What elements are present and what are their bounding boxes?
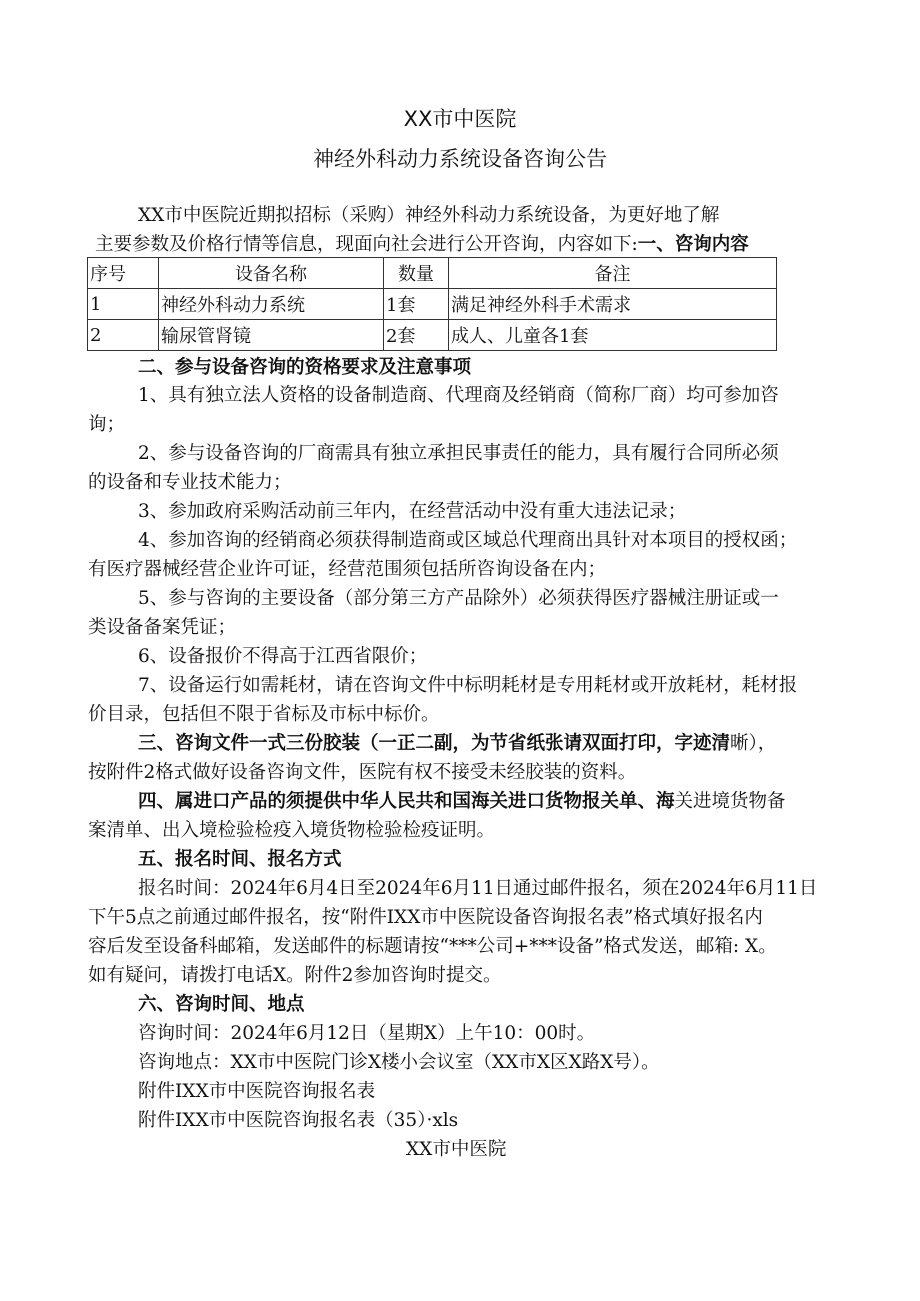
req-2-line-1: 2、参与设备咨询的厂商需具有独立承担民事责任的能力，具有履行合同所必须 — [138, 443, 779, 464]
col-header-qty: 数量 — [384, 258, 449, 289]
cell-note: 满足神经外科手术需求 — [449, 289, 777, 320]
section-2-heading: 二、参与设备咨询的资格要求及注意事项 — [138, 357, 472, 378]
cell-qty: 2套 — [384, 320, 449, 351]
hospital-name: XX市中医院 — [403, 107, 517, 131]
req-4-line-2: 有医疗器械经营企业许可证，经营范围须包括所咨询设备在内； — [88, 559, 607, 580]
cell-name: 神经外科动力系统 — [159, 289, 384, 320]
cell-index: 1 — [88, 289, 159, 320]
cell-note: 成人、儿童各1套 — [449, 320, 777, 351]
consult-place: 咨询地点：XX市中医院门诊X楼小会议室（XX市X区X路X号）。 — [138, 1052, 660, 1073]
attachment-2: 附件IXX市中医院咨询报名表（35）·xls — [138, 1110, 459, 1131]
req-3: 3、参加政府采购活动前三年内，在经营活动中没有重大违法记录； — [138, 501, 687, 522]
page-title: 神经外科动力系统设备咨询公告 — [313, 147, 607, 171]
equipment-table — [87, 257, 777, 351]
section-4-line-1: 四、属进口产品的须提供中华人民共和国海关进口货物报关单、海关进境货物备 — [138, 791, 786, 812]
table-header-row — [88, 258, 777, 289]
table-row — [88, 289, 777, 320]
req-1-line-1: 1、具有独立法人资格的设备制造商、代理商及经销商（简称厂商）均可参加咨 — [138, 385, 779, 406]
section-5-heading: 五、报名时间、报名方式 — [138, 849, 342, 870]
section-1-heading: 一、咨询内容 — [637, 234, 749, 255]
intro-line-1: XX市中医院近期拟招标（采购）神经外科动力系统设备，为更好地了解 — [138, 205, 720, 226]
req-1-line-2: 询； — [88, 414, 126, 435]
section-4-heading: 四、属进口产品的须提供中华人民共和国海关进口货物报关单、海 — [138, 791, 675, 812]
req-7-line-2: 价目录，包括但不限于省标及市标中标价。 — [88, 704, 440, 725]
col-header-name: 设备名称 — [159, 258, 384, 289]
section-6-heading: 六、咨询时间、地点 — [138, 994, 305, 1015]
signature: XX市中医院 — [406, 1139, 507, 1160]
cell-qty: 1套 — [384, 289, 449, 320]
col-header-note: 备注 — [449, 258, 777, 289]
req-5-line-2: 类设备备案凭证； — [88, 617, 237, 638]
section-5-line-3: 容后发至设备科邮箱，发送邮件的标题请按“***公司+***设备”格式发送，邮箱: X。 — [88, 936, 777, 957]
attachment-1: 附件IXX市中医院咨询报名表 — [138, 1081, 376, 1102]
cell-name: 输尿管肾镜 — [159, 320, 384, 351]
section-3-heading: 三、咨询文件一式三份胶装（一正二副，为节省纸张请双面打印，字迹清 — [138, 733, 731, 754]
table-row — [88, 320, 777, 351]
section-5-line-1: 报名时间：2024年6月4日至2024年6月11日通过邮件报名，须在2024年6月11日 — [138, 878, 818, 899]
req-4-line-1: 4、参加咨询的经销商必须获得制造商或区域总代理商出具针对本项目的授权函； — [138, 530, 798, 551]
section-5-line-2: 下午5点之前通过邮件报名，按“附件IXX市中医院设备咨询报名表”格式填好报名内 — [88, 907, 763, 928]
req-2-line-2: 的设备和专业技术能力； — [88, 472, 292, 493]
req-7-line-1: 7、设备运行如需耗材，请在咨询文件中标明耗材是专用耗材或开放耗材，耗材报 — [138, 675, 798, 696]
consult-time: 咨询时间：2024年6月12日（星期X）上午10：00时。 — [138, 1023, 596, 1044]
intro-line-2: 主要参数及价格行情等信息，现面向社会进行公开咨询，内容如下:一、咨询内容 — [95, 234, 749, 255]
cell-index: 2 — [88, 320, 159, 351]
section-4-line-2: 案清单、出入境检验检疫入境货物检验检疫证明。 — [88, 820, 496, 841]
section-3-line-2: 按附件2格式做好设备咨询文件，医院有权不接受未经胶装的资料。 — [88, 762, 637, 783]
col-header-index: 序号 — [88, 258, 159, 289]
req-6: 6、设备报价不得高于江西省限价； — [138, 646, 428, 667]
section-5-line-4: 如有疑问，请拨打电话X。附件2参加咨询时提交。 — [88, 965, 502, 986]
req-5-line-1: 5、参与咨询的主要设备（部分第三方产品除外）必须获得医疗器械注册证或一 — [138, 588, 779, 609]
section-3-line-1: 三、咨询文件一式三份胶装（一正二副，为节省纸张请双面打印，字迹清晰）， — [138, 733, 777, 754]
